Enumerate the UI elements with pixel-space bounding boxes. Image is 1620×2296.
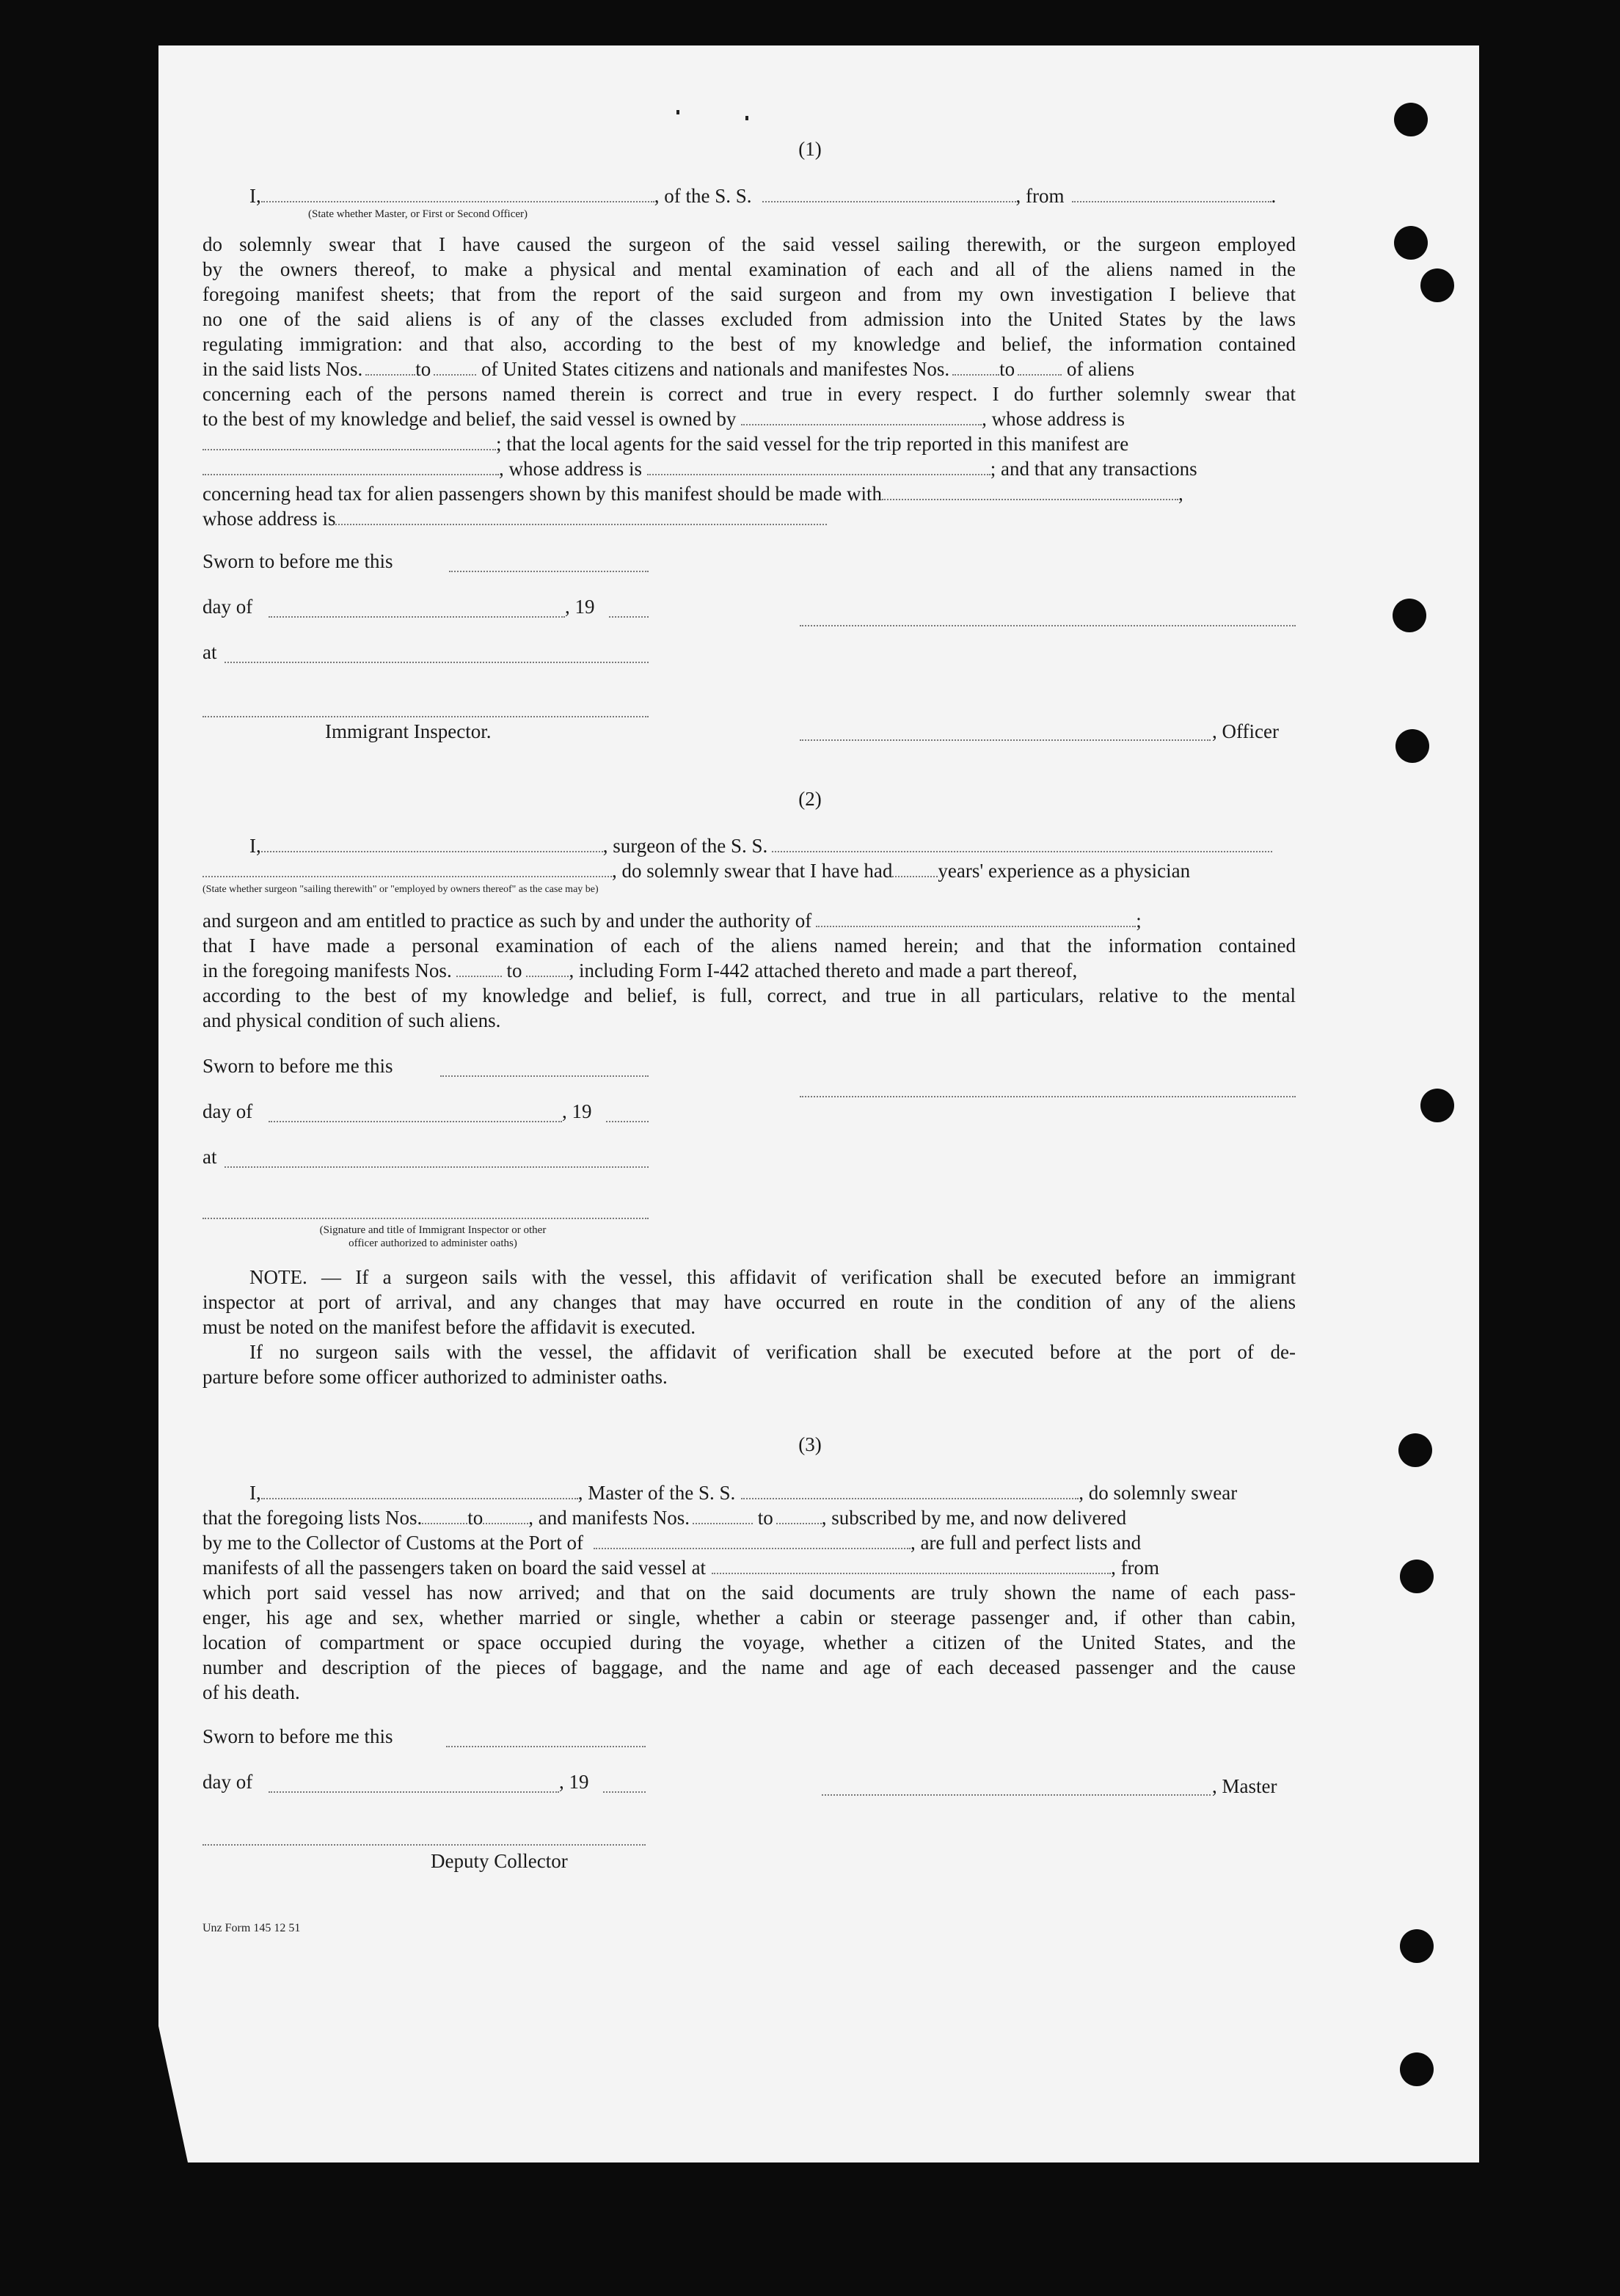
vessel-field[interactable] — [762, 183, 1016, 202]
section-2-number: (2) — [798, 788, 822, 810]
s3-manifests-to-field[interactable] — [776, 1505, 822, 1524]
s2-day-label: day of — [202, 1100, 253, 1122]
s1-day-field[interactable] — [269, 616, 565, 618]
s1-at-field[interactable] — [225, 662, 649, 663]
lists-from-field[interactable] — [365, 357, 415, 376]
s1-sworn-field[interactable] — [449, 571, 649, 572]
s2-sworn-label: Sworn to before me this — [202, 1055, 393, 1077]
s3-day-label: day of — [202, 1771, 253, 1793]
binder-hole — [1394, 103, 1428, 136]
agents-field[interactable] — [202, 456, 499, 475]
specks — [745, 116, 748, 120]
s1-inspector-line[interactable] — [202, 716, 649, 717]
s1-year-field[interactable] — [609, 616, 649, 618]
s3-year-label: , 19 — [559, 1771, 589, 1793]
s2-sig-note: (Signature and title of Immigrant Inspector or other officer authorized to administer oaths) — [319, 1224, 547, 1249]
owner-field[interactable] — [741, 406, 982, 425]
section-1-number: (1) — [798, 138, 822, 160]
owner-address-field[interactable] — [202, 431, 496, 450]
s1-at-label: at — [202, 641, 217, 663]
master-vessel-field[interactable] — [741, 1480, 1079, 1499]
port-field[interactable] — [594, 1530, 911, 1549]
s2-note: NOTE. — If a surgeon sails with the vessel, this affidavit of verification shall be executed before an immigrant inspector at port of arrival, and any changes that may have occurred en route in the condition of any of the aliens must be noted on the manifest before the affidavit is executed. If no surgeon sails with the vessel, the affidavit of verification shall be executed before at the port of de- parture before some officer authorized to administer oaths. — [202, 1266, 1296, 1388]
s1-officer-signature-top[interactable] — [800, 625, 1296, 626]
surgeon-name-field[interactable] — [261, 833, 603, 852]
master-name-field[interactable] — [261, 1480, 578, 1499]
s2-at-label: at — [202, 1146, 217, 1168]
years-field[interactable] — [892, 858, 938, 877]
s3-manifests-from-field[interactable] — [693, 1505, 753, 1524]
boarding-port-field[interactable] — [712, 1555, 1111, 1574]
s3-sworn-field[interactable] — [446, 1746, 646, 1747]
surgeon-vessel-field[interactable] — [772, 833, 1272, 852]
s2-day-field[interactable] — [269, 1121, 562, 1122]
binder-hole — [1420, 268, 1454, 302]
s1-sworn-label: Sworn to before me this — [202, 550, 393, 572]
s3-body: that the foregoing lists Nos. to , and manifests Nos. to , subscribed by me, and now delivered by me to the Collector of Customs at the Port of , are full and perfect lists and manifests of all the passengers taken on board the said vessel at , from which port said vessel has now arrived; and that on the said documents are truly shown the name of each pass- enger, his age and sex, whether married or single, whether a cabin or steerage passenger and, if other than cabin, location of compartment or space occupied during the voyage, whether a citizen of the United States, and the number and description of the pieces of baggage, and the name and age of each deceased passenger and the cause of his death. — [202, 1507, 1296, 1703]
s1-year-label: , 19 — [565, 596, 595, 618]
s3-lists-from-field[interactable] — [422, 1505, 467, 1524]
s2-year-label: , 19 — [562, 1100, 592, 1122]
s3-master-signature-line[interactable] — [822, 1794, 1211, 1796]
s2-at-field[interactable] — [225, 1166, 649, 1168]
s2-line-years: , do solemnly swear that I have had years' experience as a physician — [202, 858, 1296, 883]
s2-signature-line[interactable] — [202, 1218, 649, 1219]
manifests-from-field[interactable] — [952, 357, 999, 376]
s3-year-field[interactable] — [603, 1791, 646, 1793]
s3-lists-to-field[interactable] — [483, 1505, 528, 1524]
s2-sworn-field[interactable] — [440, 1075, 649, 1077]
from-field[interactable] — [1072, 183, 1271, 202]
binder-hole — [1420, 1089, 1454, 1122]
officer-field[interactable] — [261, 183, 654, 202]
s3-sworn-label: Sworn to before me this — [202, 1725, 393, 1747]
s2-manifests-to-field[interactable] — [526, 958, 569, 977]
surgeon-status-field[interactable] — [202, 858, 612, 877]
officer-note: (State whether Master, or First or Second Officer) — [308, 208, 528, 220]
s3-line-master: I, , Master of the S. S. , do solemnly swear — [249, 1482, 1238, 1504]
binder-hole — [1395, 729, 1429, 763]
s1-line-master: I, , of the S. S. , from . — [249, 185, 1277, 207]
s2-body: and surgeon and am entitled to practice as such by and under the authority of ; that I have made a personal examination of each of the aliens named herein; and that the information contained in the foregoing manifests Nos. to , including Form I-442 attached thereto and made a part thereof, according to the best of my knowledge and belief, is full, correct, and true in all particulars, relative to the mental and physical condition of such aliens. — [202, 910, 1296, 1031]
binder-hole — [1393, 599, 1426, 632]
authority-field[interactable] — [816, 908, 1136, 927]
headtax-address-field[interactable] — [335, 506, 827, 525]
binder-hole — [1400, 1560, 1434, 1593]
agents-address-field[interactable] — [647, 456, 990, 475]
s2-manifests-from-field[interactable] — [456, 958, 502, 977]
s3-deputy-label: Deputy Collector — [431, 1850, 568, 1872]
lists-to-field[interactable] — [434, 357, 476, 376]
s1-body: do solemnly swear that I have caused the surgeon of the said vessel sailing therewith, or the surgeon employed by the owners thereof, to make a physical and mental examination of each and all of the aliens named in the foregoing manifest sheets; that from the report of the said surgeon and from my own investigation I believe that no one of the said aliens is of any of the classes excluded from admission into the United States by the laws regulating immigration: and that also, according to the best of my knowledge and belief, the information contained in the said lists Nos. to of United States citizens and nationals and manifestes Nos. to of aliens concerning each of the persons named therein is correct and true in every respect. I do further solemnly swear that to the best of my knowledge and belief, the said vessel is owned by , whose address is ; that the local agents for the said vessel for the trip reported in this manifest are , whose address is ; and that any transactions concerning head tax for alien passengers shown by this manifest should be made with , whose address is — [202, 233, 1296, 530]
s1-officer-line[interactable] — [800, 739, 1211, 741]
headtax-field[interactable] — [882, 481, 1178, 500]
s3-deputy-line[interactable] — [202, 1844, 646, 1846]
s2-signature-top[interactable] — [800, 1096, 1296, 1097]
s2-line-surgeon: I, , surgeon of the S. S. — [202, 833, 1296, 858]
form-number: Unz Form 145 12 51 — [202, 1922, 301, 1934]
s2-year-field[interactable] — [606, 1121, 649, 1122]
s1-day-label: day of — [202, 596, 253, 618]
manifests-to-field[interactable] — [1018, 357, 1062, 376]
s1-inspector-label: Immigrant Inspector. — [325, 720, 492, 742]
s3-day-field[interactable] — [269, 1791, 559, 1793]
specks — [676, 110, 679, 114]
s1-officer-label: , Officer — [1212, 720, 1279, 742]
binder-hole — [1394, 226, 1428, 260]
binder-hole — [1400, 1929, 1434, 1963]
binder-hole — [1400, 2052, 1434, 2086]
section-3-number: (3) — [798, 1433, 822, 1455]
s3-master-label: , Master — [1212, 1775, 1277, 1797]
surgeon-note: (State whether surgeon "sailing therewith" or "employed by owners thereof" as the case may be) — [202, 884, 599, 895]
